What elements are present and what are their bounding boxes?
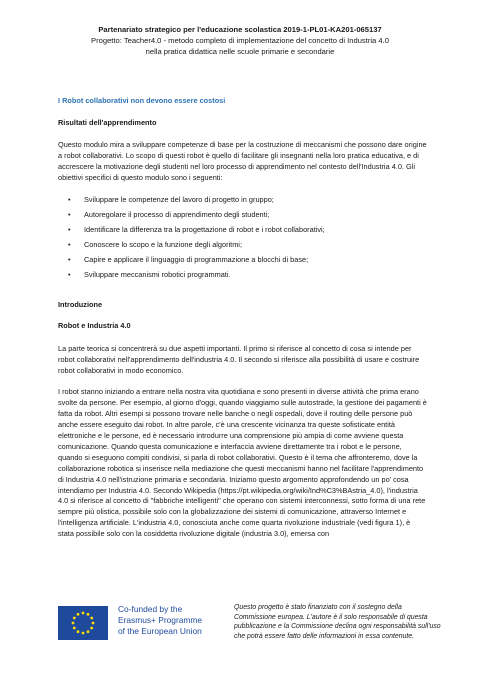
eu-funding-label: Co-funded by the Erasmus+ Programme of the European Union — [118, 604, 203, 636]
bullet-icon: • — [68, 240, 71, 250]
page-footer — [58, 600, 441, 650]
document-header — [40, 24, 440, 57]
list-item: • Autoregolare il processo di apprendimento degli studenti; — [68, 210, 270, 220]
eu-flag-icon — [58, 606, 108, 640]
learning-heading: Risultati dell'apprendimento — [58, 117, 157, 127]
objectives-list — [58, 195, 428, 280]
intro-heading: Introduzione — [58, 299, 103, 309]
bullet-icon: • — [68, 255, 71, 265]
list-item: • Identificare la differenza tra la progettazione di robot e i robot collaborativi; — [68, 225, 325, 235]
bullet-icon: • — [68, 195, 71, 205]
list-item: • Capire e applicare il linguaggio di programmazione a blocchi di base; — [68, 255, 309, 265]
bullet-icon: • — [68, 210, 71, 220]
bullet-icon: • — [68, 225, 71, 235]
bullet-icon: • — [68, 269, 71, 279]
robot-heading: Robot e Industria 4.0 — [58, 320, 131, 330]
document-body — [58, 96, 428, 540]
list-item: • Conoscere lo scopo e la funzione degli algoritmi; — [68, 240, 242, 250]
header-line-3: nella pratica didattica nelle scuole primarie e secondarie — [145, 47, 335, 56]
list-item: • Sviluppare meccanismi robotici programmati. — [68, 269, 231, 279]
paragraph-1: La parte teorica si concentrerà su due aspetti importanti. Il primo si riferisce al concetto di cosa si intende per robot collaborativi nell'apprendimento dell'industria 4.0. Il secondo si riferisce alla possibilità di usare e costruire robot collaborativi in modo economico. — [58, 343, 420, 375]
section-title: I Robot collaborativi non devono essere costosi — [58, 96, 226, 105]
eu-disclaimer: Questo progetto è stato finanziato con il sostegno della Commissione europea. L'autore è il solo responsabile di questa pubblicazione e la Commissione declina ogni responsabilità sull'uso che potrà essere fatto delle informazioni in essa contenute. — [234, 604, 441, 640]
header-line-2: Progetto: Teacher4.0 - metodo completo di implementazione del concetto di Industria 4.0 — [91, 36, 389, 45]
list-item: • Sviluppare le competenze del lavoro di progetto in gruppo; — [68, 195, 274, 205]
learning-paragraph: Questo modulo mira a sviluppare competenze di base per la costruzione di meccanismi che possono dare origine a robot collaborativi. Lo scopo di questi robot è quello di facilitare gli insegnanti nella loro pratica educativa, e di accrescere la motivazione degli studenti nel loro processo di apprendimento nel contesto dell'Industria 4.0. Gli obiettivi specifici di questo modulo sono i seguenti: — [58, 139, 427, 182]
paragraph-2: I robot stanno iniziando a entrare nella nostra vita quotidiana e sono presenti in diverse attività che prima erano svolte da persone. Per esempio, al giorno d'oggi, quando viaggiamo sulle autostrade, la gestione dei pagamenti è fatta da robot. Altri esempi si possono trovare nelle banche o negli ospedali, dove il routing delle persone può anche essere eseguito dai robot. In altre parole, c'è una crescente vicinanza tra queste sofisticate entità elettroniche e le persone, ed è necessario introdurre una comprensione più ampia di come avviene questa comunicazione. Quando questa comunicazione e interfaccia avviene direttamente tra i robot e le persone, quando si eseguono compiti condivisi, si parla di robot collaborativi. Questo è il tema che affronteremo, dove la collaborazione robotica si inserisce nella mediazione che questi meccanismi hanno nel facilitare l'apprendimento di Industria 4.0 nell'istruzione primaria e secondaria. Iniziamo questo argomento approfondendo un po' cosa intendiamo per Industria 4.0. Secondo Wikipedia (https://pt.wikipedia.org/wiki/Ind%C3%BAstria_4.0), l'industria 4.0 si riferisce al concetto di "fabbriche intelligenti" che operano con sistemi interconnessi, sotto forma di una rete sempre più olistica, possibile solo con la globalizzazione dei sistemi di comunicazione, attraverso Internet e l'intelligenza artificiale. L'industria 4.0, conosciuta anche come quarta rivoluzione industriale (vedi figura 1), è stata possibile solo con la cosiddetta rivoluzione digitale (industria 3.0), emersa con — [58, 387, 427, 539]
header-line-1: Partenariato strategico per l'educazione scolastica 2019-1-PL01-KA201-065137 — [98, 25, 382, 34]
